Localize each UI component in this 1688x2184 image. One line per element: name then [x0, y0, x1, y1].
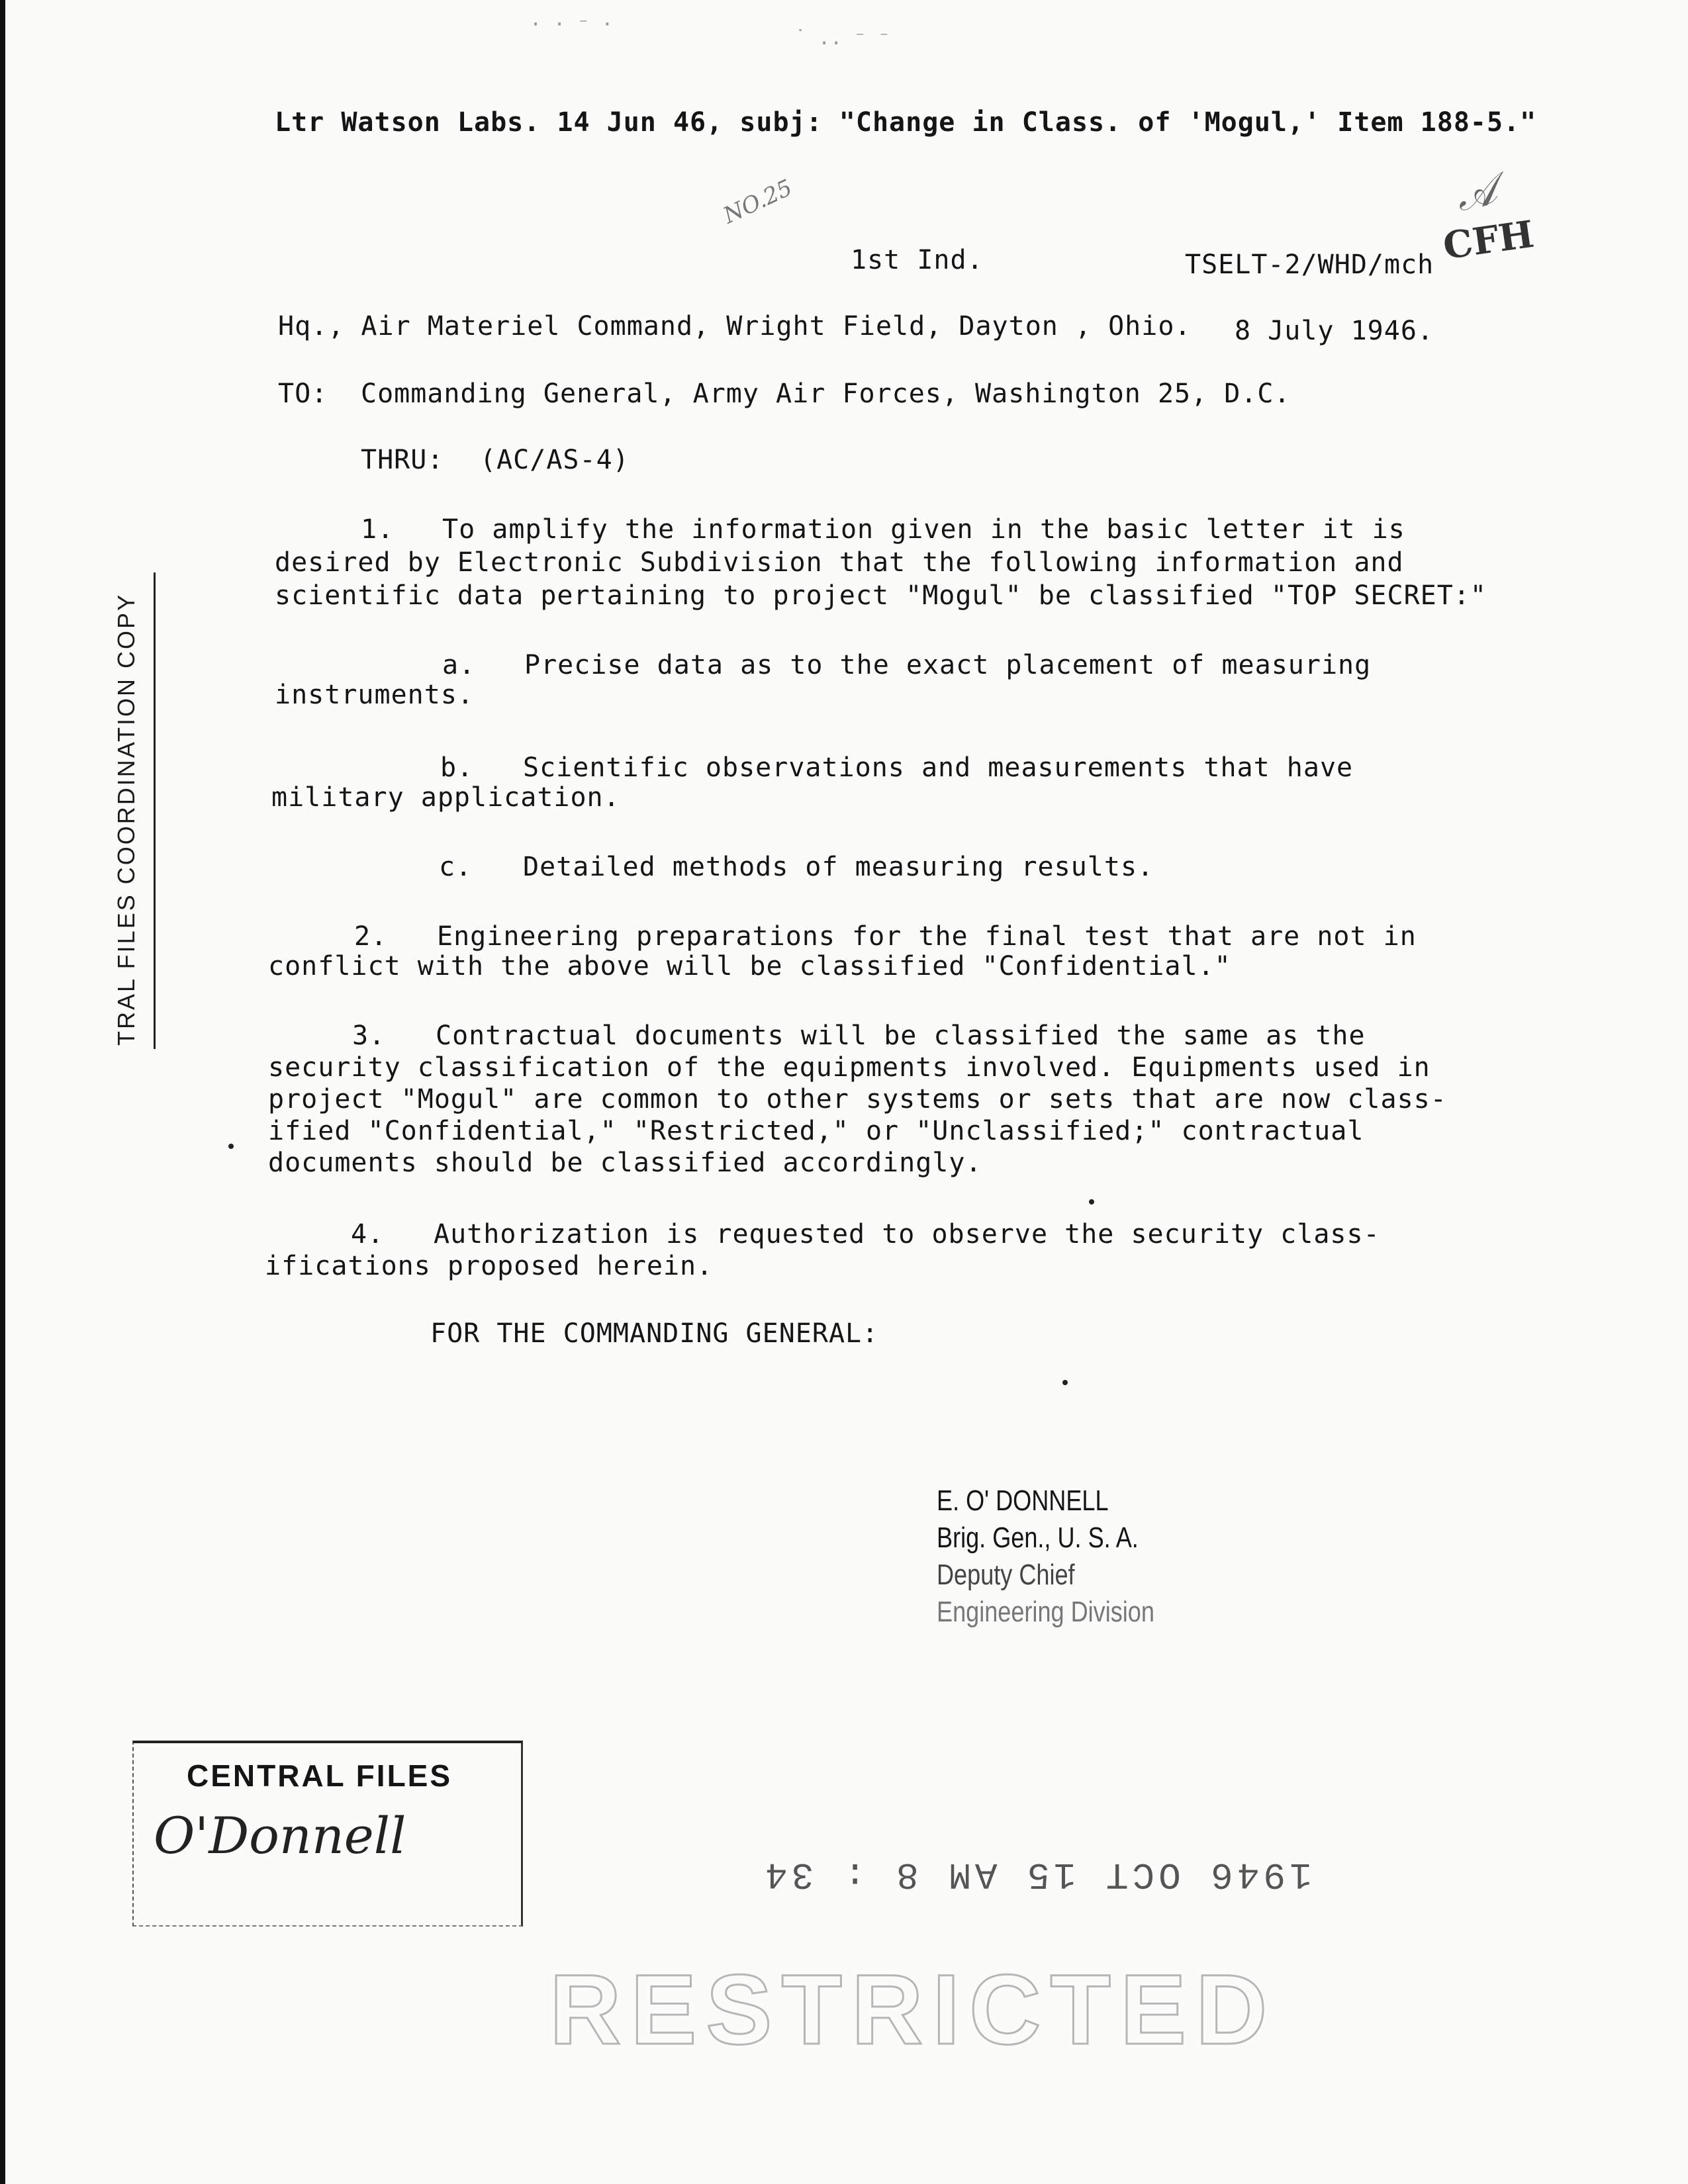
item-line: Scientific observations and measurements that have	[523, 752, 1354, 783]
reference-line: Ltr Watson Labs. 14 Jun 46, subj: "Change in Class. of 'Mogul,' Item 188-5."	[275, 107, 1537, 138]
margin-rule	[154, 572, 156, 1049]
paragraph-number: 3.	[352, 1021, 386, 1051]
item-letter: c.	[439, 852, 473, 882]
received-date-stamp: 1946 OCT 15 AM 8 : 34	[761, 1853, 1312, 1895]
paragraph-line: security classification of the equipments involved. Equipments used in	[268, 1052, 1430, 1083]
central-files-stamp	[132, 1741, 523, 1927]
classification-stamp: RESTRICTED	[549, 1954, 1277, 2065]
paragraph-line: To amplify the information given in the basic letter it is	[442, 514, 1405, 545]
paragraph-line: ified "Confidential," "Restricted," or "Unclassified;" contractual	[268, 1116, 1364, 1146]
item-line: military application.	[271, 782, 620, 813]
margin-annotation: TRAL FILES COORDINATION COPY	[113, 592, 140, 1046]
signer-division: Engineering Division	[937, 1596, 1154, 1628]
paragraph-line: project "Mogul" are common to other systems or sets that are now class-	[268, 1084, 1447, 1115]
scan-speck	[1062, 1380, 1068, 1385]
paragraph-number: 4.	[351, 1219, 385, 1250]
paragraph-line: desired by Electronic Subdivision that the following information and	[275, 547, 1404, 578]
item-line: Precise data as to the exact placement of measuring	[524, 650, 1372, 680]
thru-line: (AC/AS-4)	[480, 445, 630, 475]
paragraph-number: 1.	[361, 514, 395, 545]
office-symbol: TSELT-2/WHD/mch	[1185, 250, 1434, 280]
handwritten-initials: CFH	[1440, 212, 1537, 269]
letter-date: 8 July 1946.	[1235, 316, 1434, 346]
paragraph-line: Engineering preparations for the final test that are not in	[437, 921, 1417, 952]
central-files-signature: O'Donnell	[154, 1806, 406, 1865]
handwritten-mark: 𝒜	[1451, 165, 1501, 222]
paragraph-number: 2.	[354, 921, 388, 952]
paragraph-line: ifications proposed herein.	[265, 1251, 714, 1281]
item-line: instruments.	[275, 680, 474, 710]
paragraph-line: scientific data pertaining to project "Mogul" be classified "TOP SECRET:"	[275, 580, 1487, 611]
paragraph-line: Contractual documents will be classified the same as the	[436, 1021, 1366, 1051]
item-letter: a.	[442, 650, 476, 680]
scan-smudge: · · ⁻ ·	[530, 13, 614, 36]
signature-block	[937, 1482, 1154, 1631]
to-label: TO:	[278, 379, 328, 409]
received-number-stamp: NO.25	[719, 174, 797, 230]
scan-speck	[228, 1144, 234, 1149]
paragraph-line: Authorization is requested to observe the security class-	[434, 1219, 1380, 1250]
central-files-label: CENTRAL FILES	[187, 1758, 453, 1793]
from-line: Hq., Air Materiel Command, Wright Field, Dayton , Ohio.	[278, 311, 1192, 341]
scan-edge	[0, 0, 5, 2184]
item-line: Detailed methods of measuring results.	[523, 852, 1154, 882]
signer-rank: Brig. Gen., U. S. A.	[937, 1522, 1139, 1554]
indorsement: 1st Ind.	[851, 245, 984, 275]
scan-smudge: ˙ .. ⁻ ⁻	[794, 26, 890, 50]
scan-speck	[1089, 1199, 1094, 1205]
item-letter: b.	[440, 752, 474, 783]
closing-line: FOR THE COMMANDING GENERAL:	[430, 1318, 879, 1349]
paragraph-line: conflict with the above will be classified "Confidential."	[268, 951, 1231, 981]
paragraph-line: documents should be classified accordingly.	[268, 1148, 982, 1178]
signer-name: E. O' DONNELL	[937, 1484, 1109, 1517]
signer-title: Deputy Chief	[937, 1559, 1075, 1591]
thru-label: THRU:	[361, 445, 444, 475]
to-line: Commanding General, Army Air Forces, Washington 25, D.C.	[361, 379, 1291, 409]
